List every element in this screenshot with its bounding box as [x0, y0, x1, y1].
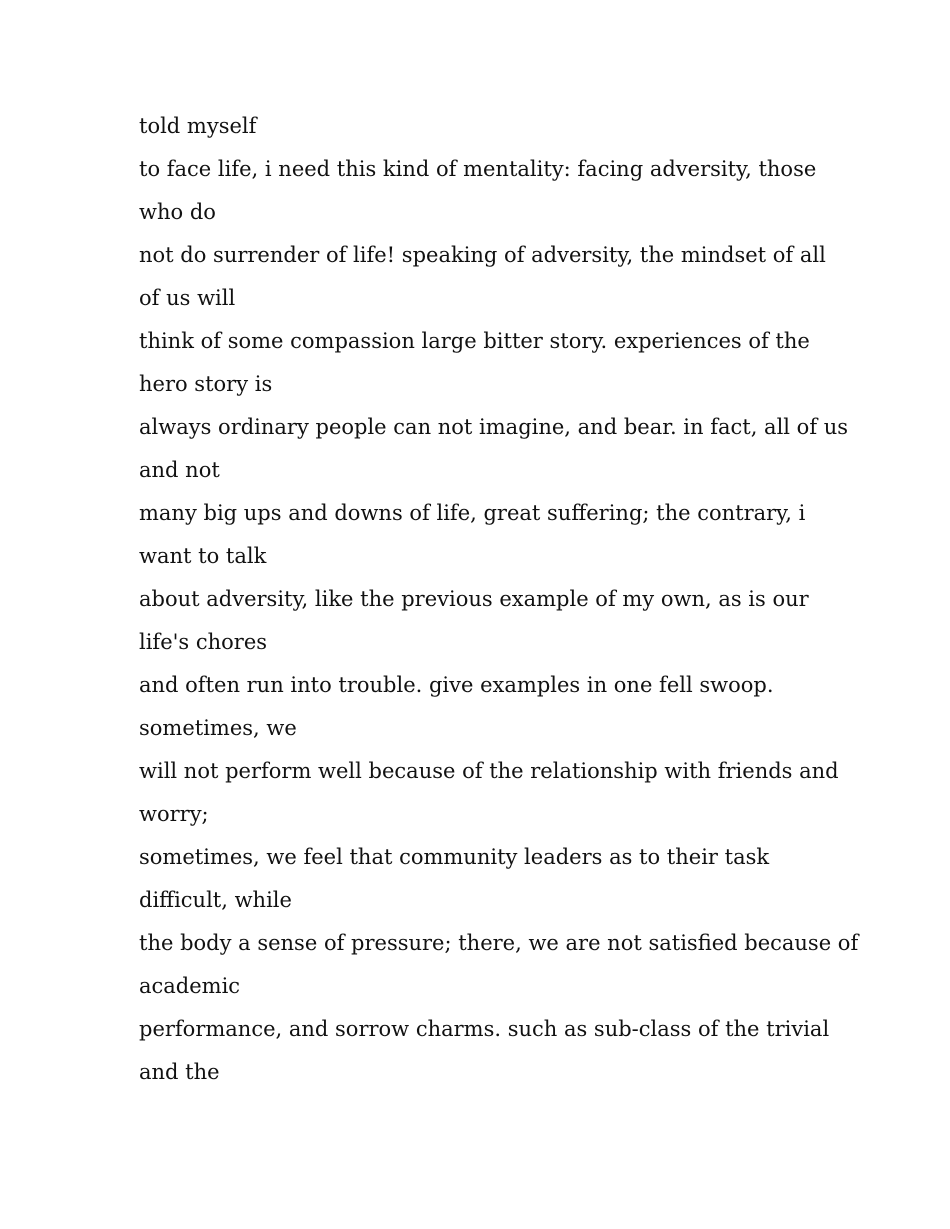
- text-line: hero story is: [139, 372, 273, 396]
- text-line: many big ups and downs of life, great suffering; the contrary, i: [139, 501, 806, 525]
- text-line: who do: [139, 200, 216, 224]
- text-line: and not: [139, 458, 220, 482]
- text-line: think of some compassion large bitter story. experiences of the: [139, 329, 810, 353]
- text-line: performance, and sorrow charms. such as sub-class of the trivial: [139, 1017, 830, 1041]
- text-line: worry;: [139, 802, 209, 826]
- text-line: told myself: [139, 114, 257, 138]
- text-line: to face life, i need this kind of mentality: facing adversity, those: [139, 157, 817, 181]
- body-text: [139, 105, 859, 1094]
- text-line: sometimes, we: [139, 716, 297, 740]
- text-line: the body a sense of pressure; there, we are not satisfied because of: [139, 931, 859, 955]
- text-line: of us will: [139, 286, 236, 310]
- text-line: life's chores: [139, 630, 268, 654]
- text-line: about adversity, like the previous example of my own, as is our: [139, 587, 809, 611]
- text-line: and the: [139, 1060, 220, 1084]
- text-line: difficult, while: [139, 888, 292, 912]
- text-line: sometimes, we feel that community leaders as to their task: [139, 845, 770, 869]
- text-line: not do surrender of life! speaking of adversity, the mindset of all: [139, 243, 826, 267]
- text-line: always ordinary people can not imagine, and bear. in fact, all of us: [139, 415, 849, 439]
- text-line: will not perform well because of the relationship with friends and: [139, 759, 839, 783]
- text-line: want to talk: [139, 544, 267, 568]
- text-line: and often run into trouble. give examples in one fell swoop.: [139, 673, 774, 697]
- text-line: academic: [139, 974, 241, 998]
